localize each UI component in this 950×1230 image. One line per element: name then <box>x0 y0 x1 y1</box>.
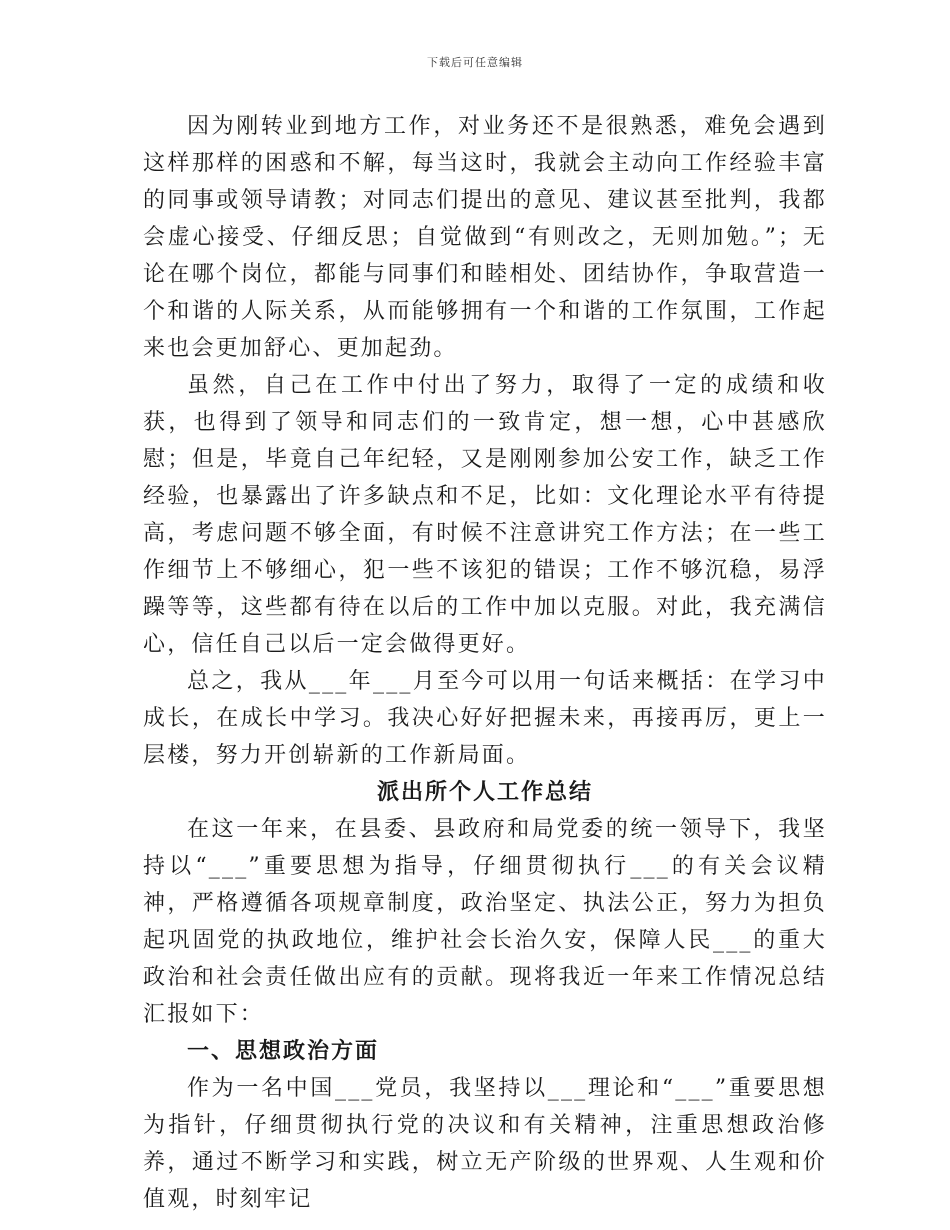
paragraph-ideology-politics: 作为一名中国___党员，我坚持以___理论和“___”重要思想为指针，仔细贯彻执行党的决议和有关精神，注重思想政治修养，通过不断学习和实践，树立无产阶级的世界观、人生观和价值观，时刻牢记 <box>143 1076 827 1212</box>
paragraph-section-intro: 在这一年来，在县委、县政府和局党委的统一领导下，我坚持以“___”重要思想为指导，仔细贯彻执行___的有关会议精神，严格遵循各项规章制度，政治坚定、执法公正，努力为担负起巩固党的执政地位，维护社会长治久安，保障人民___的重大政治和社会责任做出应有的贡献。现将我近一年来工作情况总结汇报如下： <box>143 817 827 1027</box>
paragraph-transfer-work: 因为刚转业到地方工作，对业务还不是很熟悉，难免会遇到这样那样的困惑和不解，每当这时，我就会主动向工作经验丰富的同事或领导请教；对同志们提出的意见、建议甚至批判，我都会虚心接受、仔细反思；自觉做到“有则改之，无则加勉。”；无论在哪个岗位，都能与同事们和睦相处、团结协作，争取营造一个和谐的人际关系，从而能够拥有一个和谐的工作氛围，工作起来也会更加舒心、更加起劲。 <box>143 114 827 361</box>
page-header-note: 下载后可任意编辑 <box>427 56 523 69</box>
section-title: 派出所个人工作总结 <box>376 779 593 805</box>
paragraph-conclusion: 总之，我从___年___月至今可以用一句话来概括：在学习中成长，在成长中学习。我决心好好把握未来，再接再厉，更上一层楼，努力开创崭新的工作新局面。 <box>143 669 827 768</box>
subheading-ideology-politics: 一、思想政治方面 <box>187 1038 380 1064</box>
document-body <box>143 108 827 1218</box>
paragraph-shortcomings: 虽然，自己在工作中付出了努力，取得了一定的成绩和收获，也得到了领导和同志们的一致肯定，想一想，心中甚感欣慰；但是，毕竟自己年纪轻，又是刚刚参加公安工作，缺乏工作经验，也暴露出了许多缺点和不足，比如：文化理论水平有待提高，考虑问题不够全面，有时候不注意讲究工作方法；在一些工作细节上不够细心，犯一些不该犯的错误；工作不够沉稳，易浮躁等等，这些都有待在以后的工作中加以克服。对此，我充满信心，信任自己以后一定会做得更好。 <box>143 373 827 657</box>
